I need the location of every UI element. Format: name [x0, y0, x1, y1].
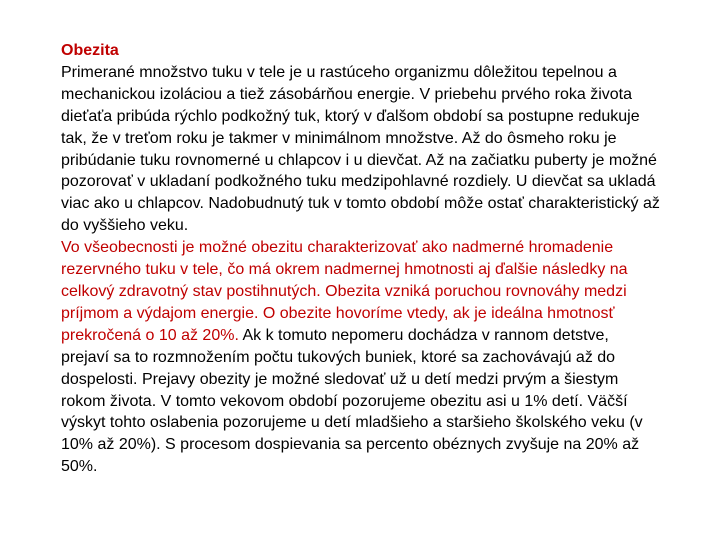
page-title: Obezita — [61, 42, 119, 59]
paragraph-definition-continuation: Ak k tomuto nepomeru dochádza v rannom detstve, prejaví sa to rozmnožením počtu tukových buniek, ktoré sa zachovávajú až do dospelosti. Prejavy obezity je možné sledovať už u detí medzi prvým a šiestym rokom života. V tomto vekovom období pozorujeme obezitu asi u 1% detí. Väčší výskyt tohto oslabenia pozorujeme u detí mladšieho a staršieho školského veku (v 10% až 20%). S procesom dospievania sa percento obéznych zvyšuje na 20% až 50%. — [61, 326, 643, 476]
paragraph-definition-highlight: Vo všeobecnosti je možné obezitu charakterizovať ako nadmerné hromadenie rezervného tuku v tele, čo má okrem nadmernej hmotnosti aj ďalšie následky na celkový zdravotný stav postihnutých. Obezita vzniká poruchou rovnováhy medzi príjmom a výdajom energie. O obezite hovoríme vtedy, ak je ideálna hmotnosť prekročená o 10 až 20%. — [61, 239, 628, 344]
paragraph-intro: Primerané množstvo tuku v tele je u rastúceho organizmu dôležitou tepelnou a mechanickou izoláciou a tiež zásobárňou energie. V priebehu prvého roka života dieťaťa pribúda rýchlo podkožný tuk, ktorý v ďalšom období sa postupne redukuje tak, že v treťom roku je takmer v minimálnom množstve. Až do ôsmeho roku je pribúdanie tuku rovnomerné u chlapcov i u dievčat. Až na začiatku puberty je možné pozorovať v ukladaní podkožného tuku medzipohlavné rozdiely. U dievčat sa ukladá viac ako u chlapcov. Nadobudnutý tuk v tomto období môže ostať charakteristický až do vyššieho veku. — [61, 63, 660, 235]
paragraph-definition — [61, 237, 661, 478]
text-block — [61, 40, 661, 478]
